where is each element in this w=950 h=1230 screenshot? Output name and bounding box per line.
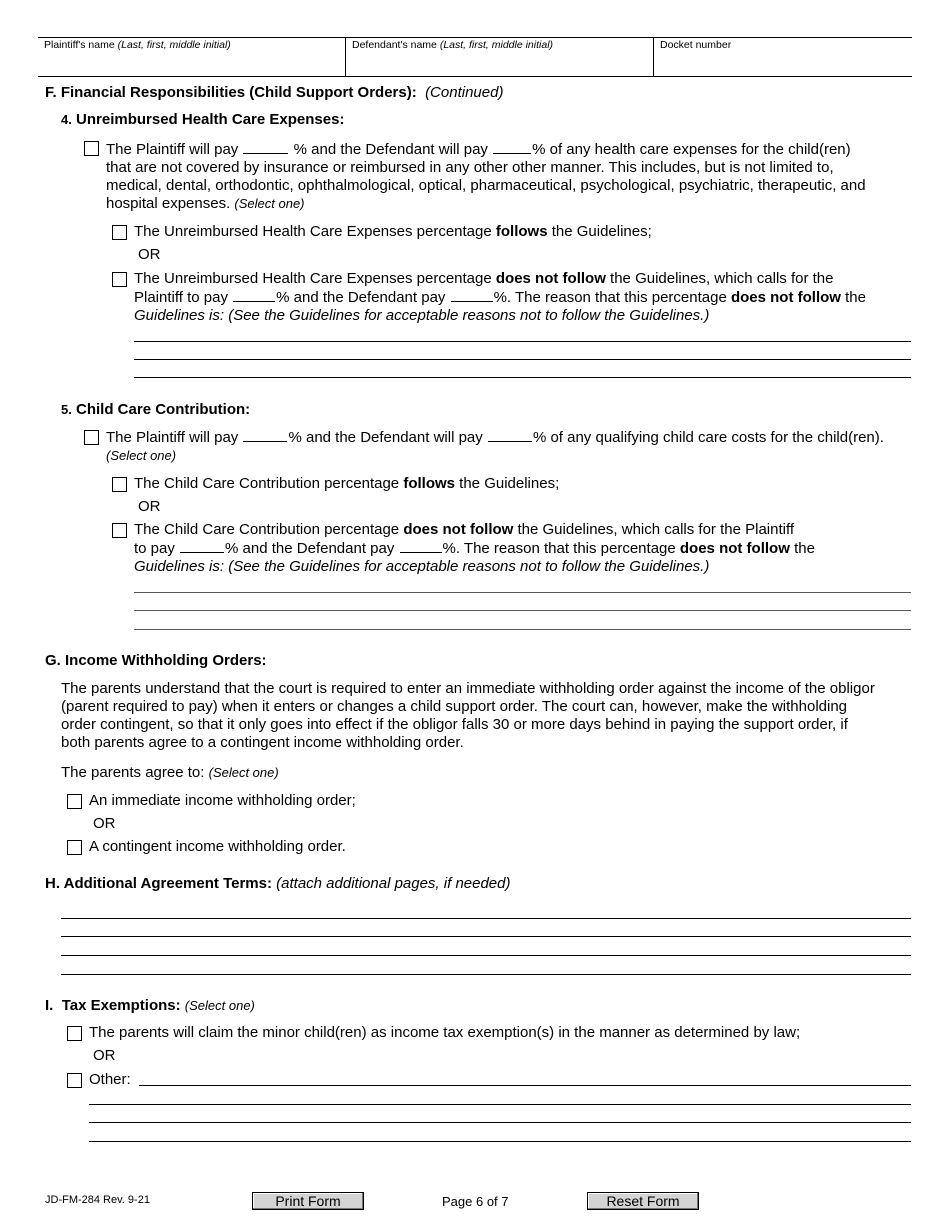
section-i-heading: I. Tax Exemptions: (Select one)	[45, 997, 255, 1014]
health-care-main-text: The Plaintiff will pay % and the Defendant will pay % of any health care expenses for the child(ren) that are not covered by insurance or reimbursed in any other other manner. This includes, but is not limited to, medical, dental, orthodontic, ophthalmological, optical, pharmaceutical, psychological, psychiatric, therapeutic, and hospital expenses. (Select one)	[106, 141, 866, 212]
item-4-heading: 4. Unreimbursed Health Care Expenses:	[61, 111, 345, 128]
defendant-guideline-percent-input[interactable]	[451, 288, 493, 302]
health-care-follows-checkbox[interactable]	[112, 225, 127, 240]
or-label: OR	[138, 246, 161, 263]
plaintiff-health-percent-input[interactable]	[243, 140, 288, 154]
child-care-not-follow-checkbox[interactable]	[112, 523, 127, 538]
or-label: OR	[138, 498, 161, 515]
childcare-reason-line-2[interactable]	[134, 610, 911, 611]
child-care-follows-text: The Child Care Contribution percentage follows the Guidelines;	[134, 475, 560, 492]
defendant-childcare-percent-input[interactable]	[488, 428, 532, 442]
child-care-main-checkbox[interactable]	[84, 430, 99, 445]
defendant-name-field[interactable]: Defendant's name (Last, first, middle initial)	[346, 38, 654, 76]
plaintiff-childcare-percent-input[interactable]	[243, 428, 287, 442]
additional-terms-line-3[interactable]	[61, 955, 911, 956]
health-reason-line-2[interactable]	[134, 359, 911, 360]
tax-exemption-other-checkbox[interactable]	[67, 1073, 82, 1088]
plaintiff-guideline-percent-input[interactable]	[233, 288, 275, 302]
defendant-childcare-guideline-input[interactable]	[400, 539, 442, 553]
other-line-3[interactable]	[89, 1122, 911, 1123]
additional-terms-line-2[interactable]	[61, 936, 911, 937]
immediate-withholding-label: An immediate income withholding order;	[89, 792, 356, 809]
docket-number-field[interactable]: Docket number	[660, 39, 732, 51]
section-f-heading: F. Financial Responsibilities (Child Support Orders): (Continued)	[45, 84, 504, 101]
health-care-follows-text: The Unreimbursed Health Care Expenses percentage follows the Guidelines;	[134, 223, 652, 240]
child-care-not-follow-text: The Child Care Contribution percentage does not follow the Guidelines, which calls for the Plaintiff to pay % and the Defendant pay %. The reason that this percentage does not follow the Guidelines is: (See the Guidelines for acceptable reasons not to follow the Guidelines.)	[134, 521, 815, 575]
contingent-withholding-label: A contingent income withholding order.	[89, 838, 346, 855]
other-line-2[interactable]	[89, 1104, 911, 1105]
page-number: Page 6 of 7	[442, 1194, 509, 1209]
or-label: OR	[93, 815, 116, 832]
other-line-1[interactable]	[139, 1085, 911, 1086]
health-care-not-follow-text: The Unreimbursed Health Care Expenses percentage does not follow the Guidelines, which calls for the Plaintiff to pay % and the Defendant pay %. The reason that this percentage does not follow the Guidelines is: (See the Guidelines for acceptable reasons not to follow the Guidelines.)	[134, 270, 866, 324]
form-id: JD-FM-284 Rev. 9-21	[45, 1194, 150, 1206]
defendant-health-percent-input[interactable]	[493, 140, 531, 154]
plaintiff-childcare-guideline-input[interactable]	[180, 539, 224, 553]
health-reason-line-1[interactable]	[134, 341, 911, 342]
childcare-reason-line-3[interactable]	[134, 629, 911, 630]
tax-exemption-law-label: The parents will claim the minor child(ren) as income tax exemption(s) in the manner as determined by law;	[89, 1024, 801, 1041]
health-care-main-checkbox[interactable]	[84, 141, 99, 156]
section-h-heading: H. Additional Agreement Terms: (attach additional pages, if needed)	[45, 875, 511, 892]
tax-exemption-other-label: Other:	[89, 1071, 131, 1088]
other-line-4[interactable]	[89, 1141, 911, 1142]
additional-terms-line-1[interactable]	[61, 918, 911, 919]
health-care-not-follow-checkbox[interactable]	[112, 272, 127, 287]
immediate-withholding-checkbox[interactable]	[67, 794, 82, 809]
reset-form-button[interactable]: Reset Form	[587, 1192, 699, 1210]
section-g-heading: G. Income Withholding Orders:	[45, 652, 267, 669]
item-5-heading: 5. Child Care Contribution:	[61, 401, 251, 418]
additional-terms-line-4[interactable]	[61, 974, 911, 975]
withholding-paragraph: The parents understand that the court is required to enter an immediate withholding order against the income of the obligor (parent required to pay) when it enters or changes a child support order. The court can, however, make the withholding order contingent, so that it only goes into effect if the obligor falls 30 or more days behind in paying the support order, if both parents agree to a contingent income withholding order.	[61, 680, 875, 751]
contingent-withholding-checkbox[interactable]	[67, 840, 82, 855]
print-form-button[interactable]: Print Form	[252, 1192, 364, 1210]
childcare-reason-line-1[interactable]	[134, 592, 911, 593]
child-care-main-text: The Plaintiff will pay % and the Defendant will pay % of any qualifying child care costs for the child(ren). (Select one)	[106, 429, 884, 463]
parents-agree-text: The parents agree to: (Select one)	[61, 764, 279, 781]
child-care-follows-checkbox[interactable]	[112, 477, 127, 492]
health-reason-line-3[interactable]	[134, 377, 911, 378]
plaintiff-name-field[interactable]: Plaintiff's name (Last, first, middle initial)	[38, 38, 346, 76]
tax-exemption-law-checkbox[interactable]	[67, 1026, 82, 1041]
or-label: OR	[93, 1047, 116, 1064]
caption-header	[38, 37, 912, 77]
